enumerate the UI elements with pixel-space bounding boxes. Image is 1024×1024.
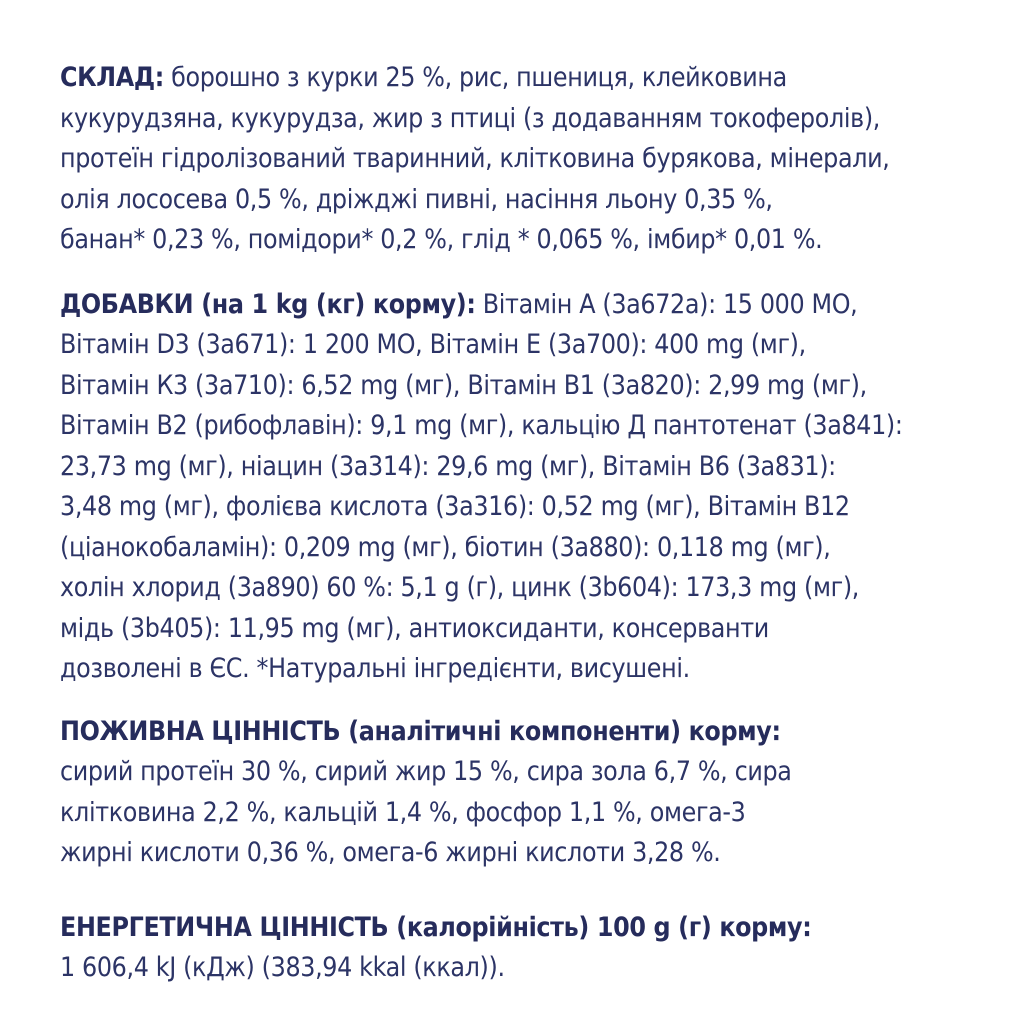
nutrition-line-3: жирні кислоти 0,36 %, омега-6 жирні кислоти 3,28 %.: [60, 837, 721, 868]
nutrition-line-2: клітковина 2,2 %, кальцій 1,4 %, фосфор 1,1 %, омега-3: [60, 796, 746, 828]
additives-line-1: [60, 285, 990, 326]
additives-line-3: Вітамін К3 (3а710): 6,52 mg (мг), Вітамін В1 (3а820): 2,99 mg (мг),: [60, 369, 867, 401]
nutrition-heading: ПОЖИВНА ЦІННІСТЬ (аналітичні компоненти) корму:: [60, 715, 781, 747]
composition-line-4: олія лососева 0,5 %, дріжджі пивні, насіння льону 0,35 %,: [60, 183, 773, 215]
composition-line-1: [60, 58, 990, 99]
composition-line-5: банан* 0,23 %, помідори* 0,2 %, глід * 0,065 %, імбир* 0,01 %.: [60, 224, 823, 255]
nutrition-line-1: сирий протеїн 30 %, сирий жир 15 %, сира зола 6,7 %, сира: [60, 756, 792, 787]
additives-heading: ДОБАВКИ (на 1 kg (кг) корму):: [60, 288, 476, 320]
additives-line-5: 23,73 mg (мг), ніацин (3а314): 29,6 mg (мг), Вітамін В6 (3а831):: [60, 450, 836, 482]
composition-text: борошно з курки 25 %, рис, пшениця, клейковина: [163, 62, 787, 93]
composition-heading: СКЛАД:: [60, 62, 164, 93]
additives-line-7: (ціанокобаламін): 0,209 mg (мг), біотин (3а880): 0,118 mg (мг),: [60, 531, 831, 563]
label-text-page: [60, 58, 990, 989]
energy-heading: ЕНЕРГЕТИЧНА ЦІННІСТЬ (калорійність) 100 g (г) корму:: [60, 911, 812, 943]
energy-section: [60, 908, 990, 989]
additives-line-10: дозволені в ЄС. *Натуральні інгредієнти, висушені.: [60, 653, 690, 684]
additives-line-8: холін хлорид (3а890) 60 %: 5,1 g (г), цинк (3b604): 173,3 mg (мг),: [60, 572, 859, 603]
energy-line-1: 1 606,4 kJ (кДж) (383,94 kkal (ккал)).: [60, 952, 505, 983]
additives-line-2: Вітамін D3 (3а671): 1 200 МО, Вітамін Е (3а700): 400 mg (мг),: [60, 329, 806, 360]
additives-text: Вітамін А (3а672а): 15 000 МО,: [475, 288, 858, 320]
additives-section: [60, 285, 990, 690]
additives-line-9: мідь (3b405): 11,95 mg (мг), антиоксиданти, консерванти: [60, 612, 769, 644]
composition-line-3: протеїн гідролізований тваринний, клітковина бурякова, мінерали,: [60, 143, 890, 174]
nutrition-section: [60, 712, 990, 874]
additives-line-6: 3,48 mg (мг), фолієва кислота (3а316): 0,52 mg (мг), Вітамін В12: [60, 491, 850, 522]
composition-section: [60, 58, 990, 261]
additives-line-4: Вітамін В2 (рибофлавін): 9,1 mg (мг), кальцію Д пантотенат (3а841):: [60, 410, 903, 441]
composition-line-2: кукурудзяна, кукурудза, жир з птиці (з додаванням токоферолів),: [60, 102, 880, 134]
